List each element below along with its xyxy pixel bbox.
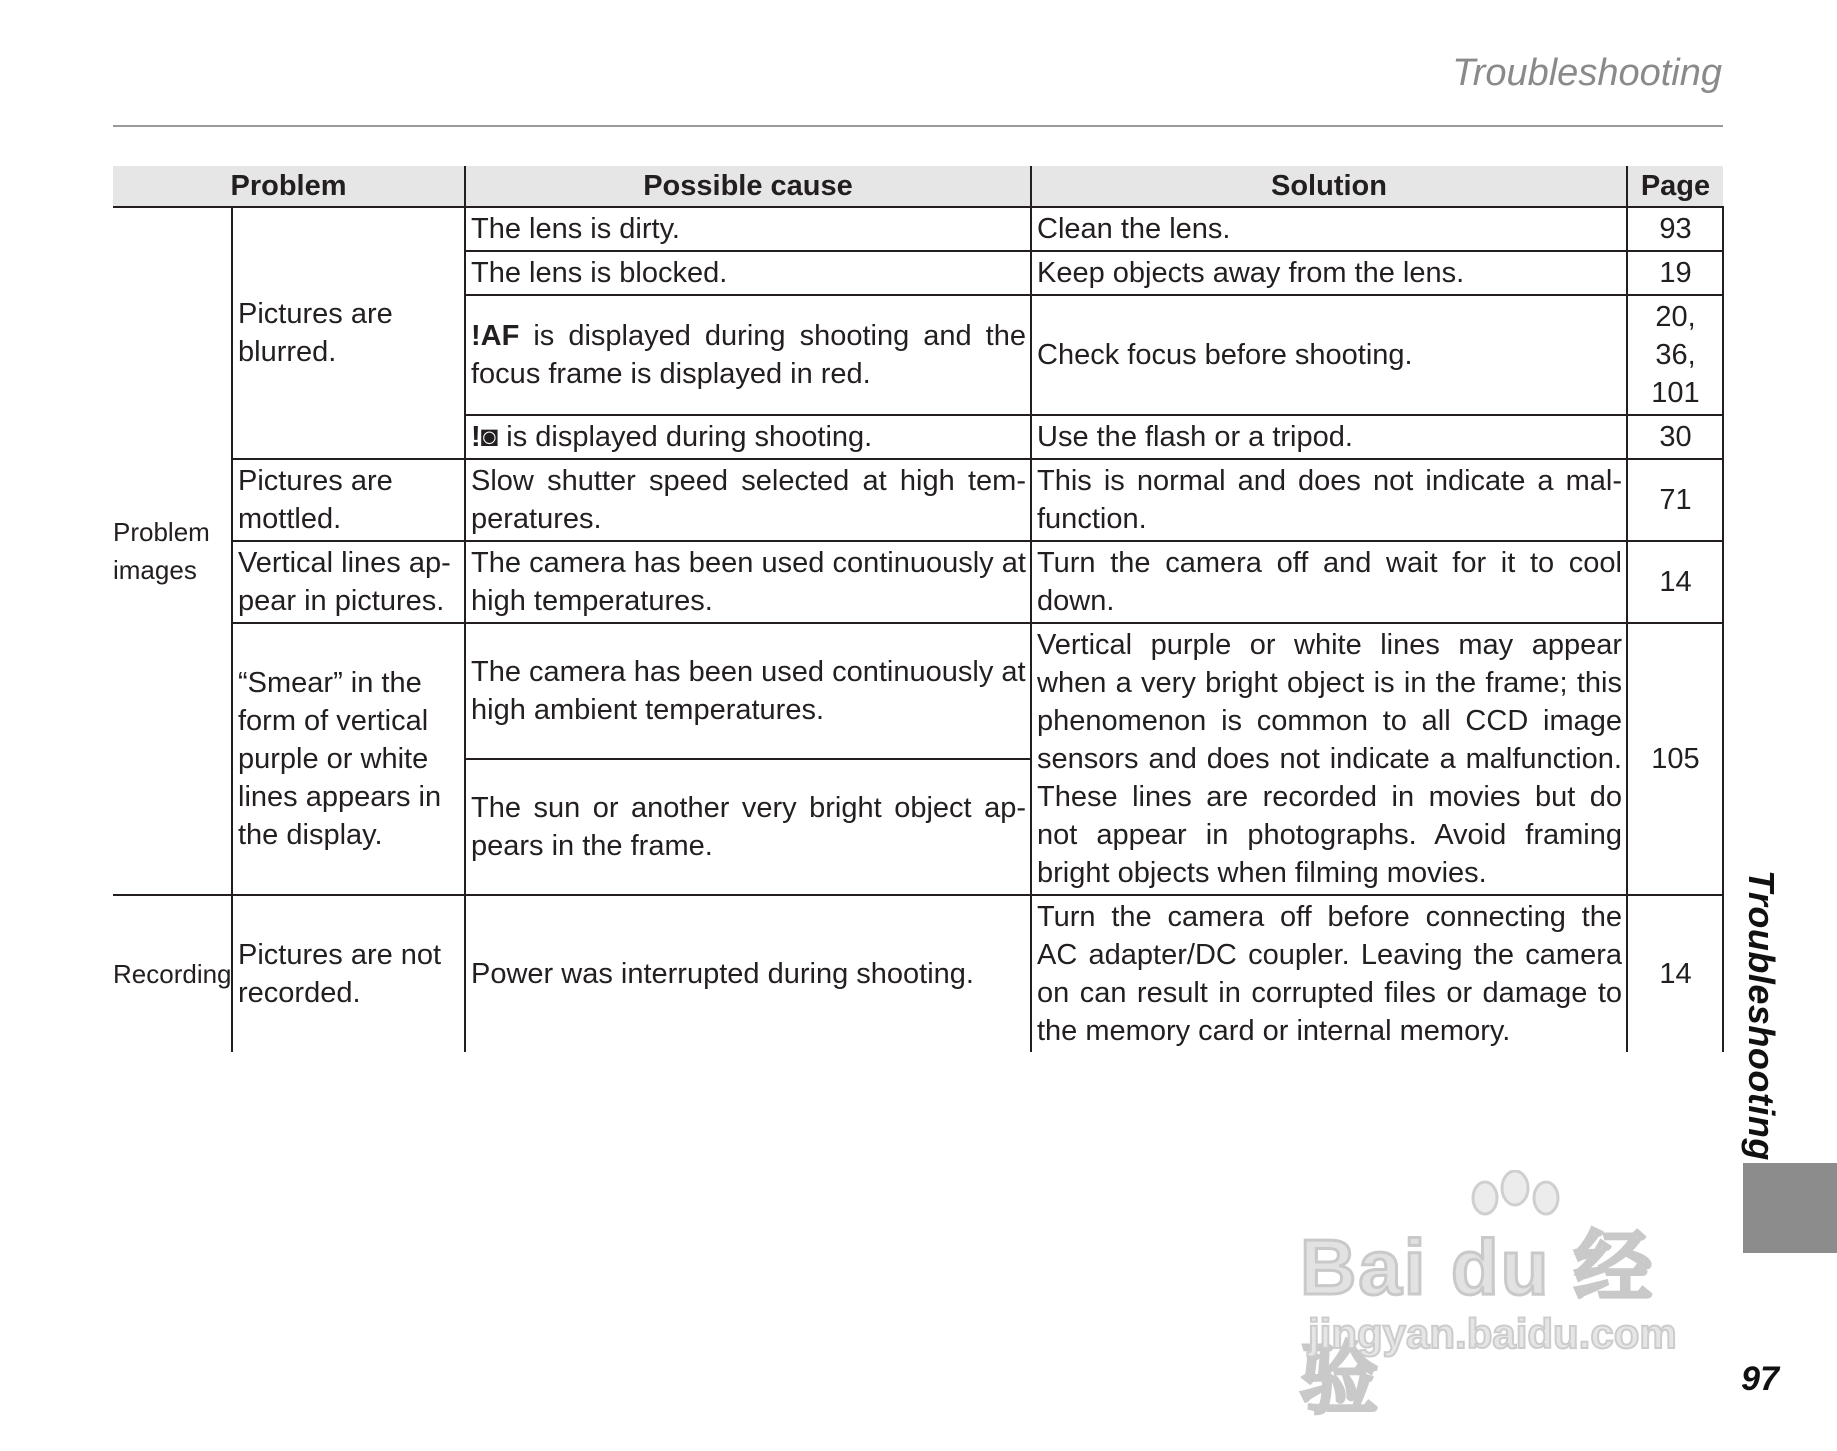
problem-cell: Pictures are blurred. [232,207,465,459]
table-row [113,459,1723,541]
column-header-cause: Possible cause [465,166,1031,207]
solution-cell: Vertical purple or white lines may appear when a very bright object is in the frame; this phenomenon is common to all CCD image sensors and does not indicate a malfunction. These lines are recorded in movies but do not appear in photographs. Avoid framing bright objects when filming movies. [1031,623,1627,895]
solution-cell: Keep objects away from the lens. [1031,251,1627,295]
problem-cell: “Smear” in the form of vertical purple or white lines appears in the display. [232,623,465,895]
table-row [113,207,1723,251]
page-cell: 30 [1627,415,1723,459]
page-cell [1627,295,1723,415]
cause-cell: The camera has been used continuously at high ambient temperatures. [465,623,1031,759]
solution-cell: Use the flash or a tripod. [1031,415,1627,459]
side-tab-label: Troubleshooting [1741,870,1782,1161]
problem-cell: Pictures are not recorded. [232,895,465,1052]
cause-cell: The lens is blocked. [465,251,1031,295]
cause-cell: The lens is dirty. [465,207,1031,251]
problem-cell: Vertical lines ap-pear in pictures. [232,541,465,623]
watermark [1300,1170,1730,1423]
page-cell: 19 [1627,251,1723,295]
watermark-url: jingyan.baidu.com [1308,1310,1677,1357]
watermark-logo: Bai du 经验 [1300,1223,1655,1423]
solution-cell: This is normal and does not indicate a mal-function. [1031,459,1627,541]
solution-cell: Check focus before shooting. [1031,295,1627,415]
category-label-line: Problem [113,517,210,547]
cause-cell: The camera has been used continuously at high temperatures. [465,541,1031,623]
category-recording: Recording [113,895,232,1052]
column-header-page: Page [1627,166,1723,207]
column-header-solution: Solution [1031,166,1627,207]
table-row [113,541,1723,623]
solution-cell: Turn the camera off before connecting the AC adapter/DC coupler. Leaving the camera on can result in corrupted files or damage to the memory card or internal memory. [1031,895,1627,1052]
running-header-title: Troubleshooting [1452,52,1722,94]
af-warning-icon: !AF [471,320,520,352]
page-cell: 14 [1627,541,1723,623]
cause-cell: The sun or another very bright object ap-pears in the frame. [465,759,1031,895]
solution-cell: Clean the lens. [1031,207,1627,251]
page-cell: 105 [1627,623,1723,895]
page-cell: 71 [1627,459,1723,541]
header-divider [113,125,1723,127]
camera-shake-warning-icon: !◙ [471,421,499,453]
troubleshooting-table [113,166,1724,1052]
cause-text: is displayed during shooting and the focus frame is displayed in red. [471,320,1026,390]
cause-cell: Power was interrupted during shooting. [465,895,1031,1052]
category-label-line: images [113,555,197,585]
category-problem-images [113,207,232,895]
page-number: 97 [1741,1360,1779,1398]
problem-cell: Pictures are mottled. [232,459,465,541]
page-ref-line: 101 [1651,377,1700,409]
table-row [113,623,1723,759]
page-cell: 93 [1627,207,1723,251]
cause-cell [465,415,1031,459]
column-header-problem: Problem [113,166,465,207]
cause-cell: Slow shutter speed selected at high tem-peratures. [465,459,1031,541]
page-ref-line: 20, 36, [1655,301,1696,371]
side-tab-marker [1743,1163,1837,1253]
cause-text: is displayed during shooting. [498,421,873,453]
page-cell: 14 [1627,895,1723,1052]
solution-cell: Turn the camera off and wait for it to cool down. [1031,541,1627,623]
cause-cell [465,295,1031,415]
table-row [113,895,1723,1052]
table-header-row [113,166,1723,207]
